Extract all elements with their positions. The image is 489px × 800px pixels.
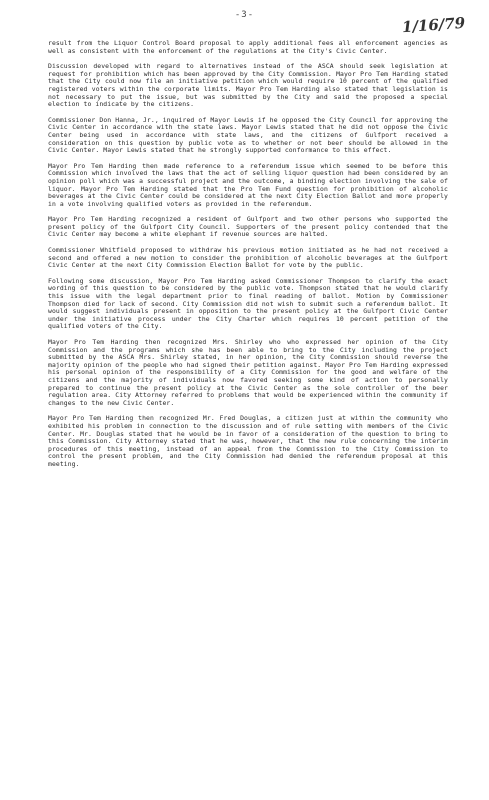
handwritten-date: 1/16/79	[401, 13, 466, 37]
paragraph-3: Commissioner Don Hanna, Jr., inquired of Mayor Lewis if he opposed the City Council for approving the Civic Center in accordance with the state laws. Mayor Lewis stated that he did not oppose the Civic Center being used in accordance with state laws, and the citizens of Gulfport received a consideration on this question by public vote as to whether or not beer should be allowed in the Civic Center. Mayor Lewis stated that he strongly supported conformance to this effect.	[48, 115, 448, 155]
minutes-body	[48, 40, 448, 477]
paragraph-9: Mayor Pro Tem Harding then recognized Mr. Fred Douglas, a citizen just at within the community who exhibited his problem in connection to the discussion and of rule setting with members of the Civic Center. Mr. Douglas stated that he would be in favor of a consideration of the question to bring to this Commission. City Attorney stated that he was, however, that the new rule concerning the interim procedures of this meeting, instead of an appeal from the Commission to the City Commission to control the present problem, and the City Commission had denied the referendum proposal at this meeting.	[48, 414, 448, 468]
paragraph-8: Mayor Pro Tem Harding then recognized Mrs. Shirley who who expressed her opinion of the City Commission and the programs which she has been able to bring to the City including the project submitted by the ASCA Mrs. Shirley stated, in her opinion, the City Commission should reverse the majority opinion of the people who had signed their petition against. Mayor Pro Tem Harding expressed his personal opinion of the responsibility of a City Commission for the good and welfare of the citizens and the majority of individuals now favored seeking some kind of action to personally prepared to continue the present policy at the Civic Center as the sole controller of the beer regulation area. City Attorney referred to problems that would be experienced within the community if changes to the new Civic Center.	[48, 338, 448, 407]
page-number: -3-	[234, 10, 255, 20]
paragraph-7: Following some discussion, Mayor Pro Tem Harding asked Commissioner Thompson to clarify the exact wording of this question to be considered by the public vote. Thompson stated that he would clarify this issue with the legal department prior to final reading of ballot. Motion by Commissioner Thompson died for lack of second. City Commission did not wish to submit such a referendum ballot. It would suggest individuals present in opposition to the present policy at the Gulfport Civic Center under the initiative process under the City Charter which requires 10 percent petition of the qualified voters of the City.	[48, 276, 448, 331]
paragraph-4: Mayor Pro Tem Harding then made reference to a referendum issue which seemed to be before this Commission which involved the laws that the act of selling liquor question had been considered by an opinion poll which was a successful project and the outcome, a binding election involving the sale of liquor. Mayor Pro Tem Harding stated that the Pro Tem Fund question for prohibition of alcoholic beverages at the Civic Center could be considered at the next City Election Ballot and more properly in a vote involving qualified voters as provided in the referendum.	[48, 161, 448, 208]
paragraph-2: Discussion developed with regard to alternatives instead of the ASCA should seek legislation at request for prohibition which has been approved by the City Commission. Mayor Pro Tem Harding stated that the City could now file an initiative petition which would require 10 percent of the qualified registered voters within the corporate limits. Mayor Pro Tem Harding also stated that legislation is not necessary to put the issue, but was submitted by the City and said the proposed a special election to indicate by the citizens.	[48, 62, 448, 109]
paragraph-1: result from the Liquor Control Board proposal to apply additional fees all enforcement agencies as well as consistent with the enforcement of the regulations at the City's Civic Center.	[48, 39, 448, 55]
paragraph-5: Mayor Pro Tem Harding recognized a resident of Gulfport and two other persons who supported the present policy of the Gulfport City Council. Supporters of the present policy contended that the Civic Center may become a white elephant if revenue sources are halted.	[48, 215, 448, 239]
paragraph-6: Commissioner Whitfield proposed to withdraw his previous motion initiated as he had not received a second and offered a new motion to consider the prohibition of alcoholic beverages at the Gulfport Civic Center at the next City Commission Election Ballot for vote by the public.	[48, 246, 448, 270]
